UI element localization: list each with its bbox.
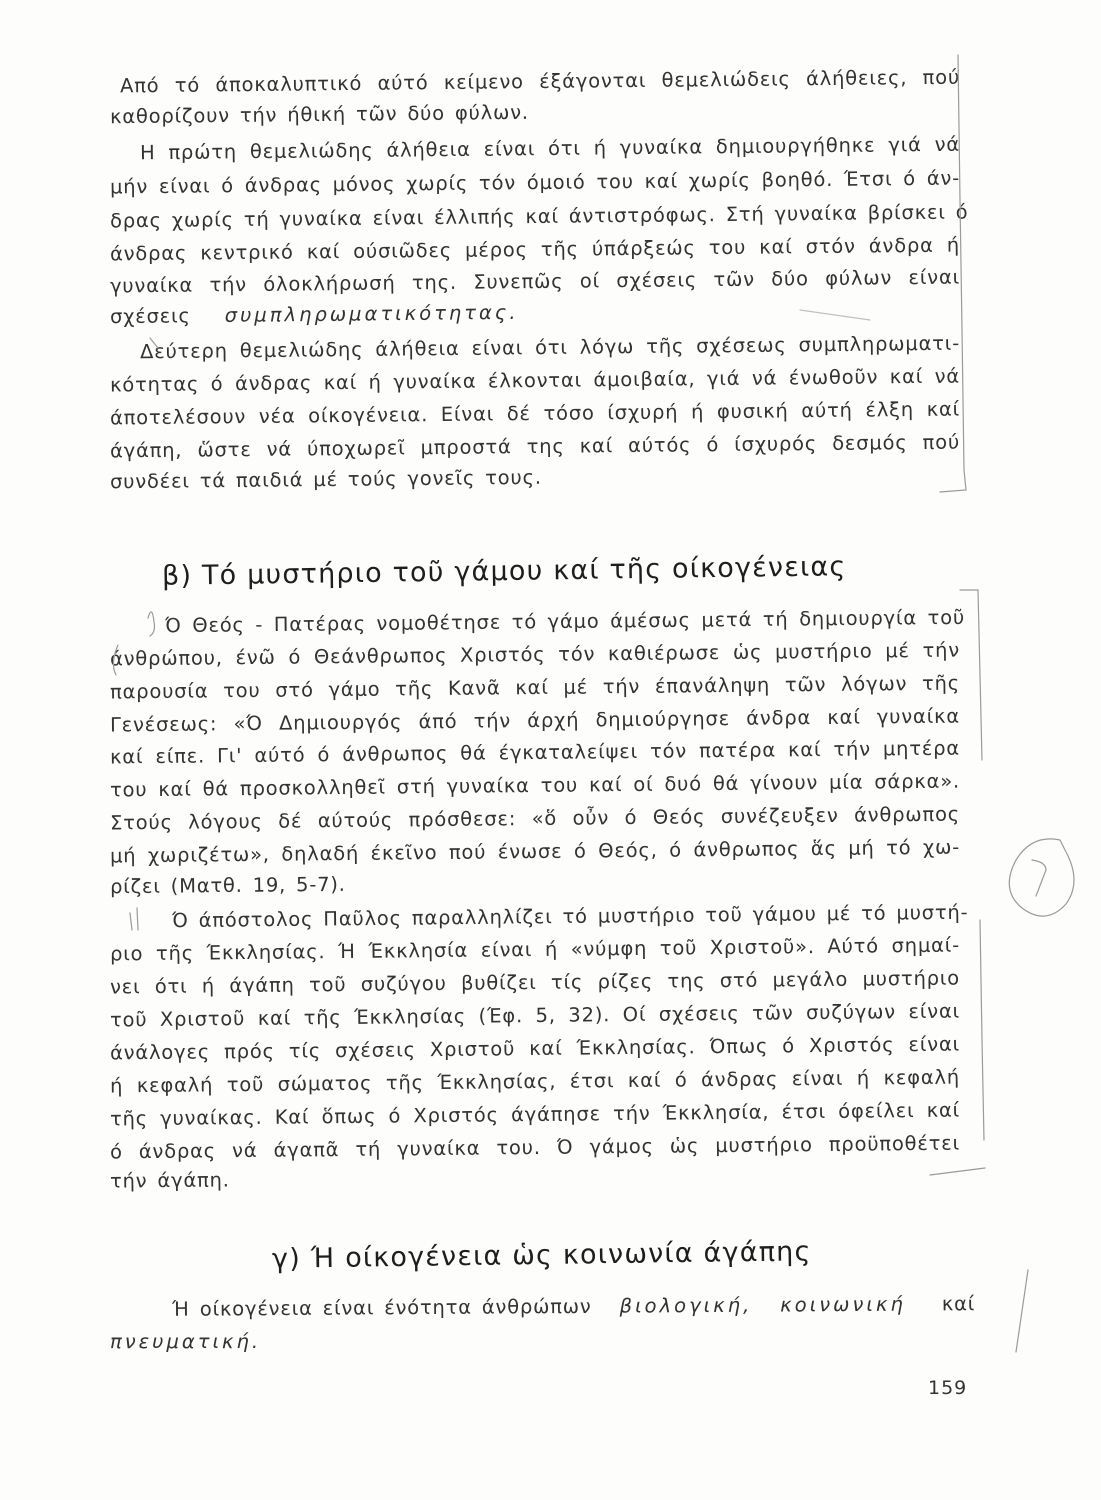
paragraph-line: νει ότι ή άγάπη τοῦ συζύγου βυθίζει τίς ρίζες της στό μεγάλο μυστήριο bbox=[109, 966, 961, 999]
pencil-underline bbox=[930, 1168, 985, 1175]
paragraph-line: τήν άγάπη. bbox=[109, 1168, 230, 1193]
paragraph-text: Ή οίκογένεια είναι ένότητα άνθρώπων bbox=[171, 1294, 592, 1321]
section-heading-c: γ) Ή οίκογένεια ὡς κοινωνία άγάπης bbox=[271, 1236, 812, 1275]
pencil-faint-line bbox=[800, 310, 870, 320]
paragraph-line: μή χωριζέτω», δηλαδή έκεῖνο πού ένωσε ό Θεός, ό άνθρωπος ἅς μή τό χω- bbox=[109, 835, 961, 868]
margin-bracket-lower bbox=[980, 920, 984, 1140]
paragraph-line: Από τό άποκαλυπτικό αύτό κείμενο έξάγονται θεμελιώδεις άλήθειες, πού bbox=[119, 65, 961, 98]
paragraph-line: τῆς γυναίκας. Καί ὅπως ό Χριστός άγάπησε τήν Έκκλησία, έτσι όφείλει καί bbox=[109, 1098, 961, 1131]
paragraph-line: γυναίκα τήν όλοκλήρωσή της. Συνεπῶς οί σχέσεις τῶν δύο φύλων είναι bbox=[109, 265, 961, 298]
section-heading-b: β) Τό μυστήριο τοῦ γάμου καί τῆς οίκογένειας bbox=[161, 551, 847, 592]
paragraph-line: Γενέσεως: «Ό Δημιουργός άπό τήν άρχή δημιούργησε άνδρα καί γυναίκα bbox=[109, 704, 961, 737]
paragraph-line: Η πρώτη θεμελιώδης άλήθεια είναι ότι ή γυναίκα δημιουργήθηκε γιά νά bbox=[139, 132, 961, 165]
paragraph-line: ό άνδρας νά άγαπᾶ τή γυναίκα του. Ό γάμος ὡς μυστήριο προϋποθέτει bbox=[109, 1131, 961, 1164]
paragraph-line: Ό Θεός - Πατέρας νομοθέτησε τό γάμο άμέσως μετά τή δημιουργία τοῦ bbox=[164, 605, 966, 638]
paragraph-line: ή κεφαλή τοῦ σώματος τῆς Έκκλησίας, έτσι καί ό άνδρας είναι ή κεφαλή bbox=[109, 1065, 961, 1098]
emphasis-word: κοινωνική bbox=[780, 1292, 906, 1317]
margin-bracket-top-end bbox=[940, 470, 966, 492]
paragraph-line: παρουσία του στό γάμο τῆς Κανᾶ καί μέ τήν έπανάληψη τῶν λόγων τῆς bbox=[109, 671, 961, 704]
paragraph-line: άνάλογες πρός τίς σχέσεις Χριστοῦ καί Έκκλησίας. Όπως ό Χριστός είναι bbox=[109, 1032, 961, 1065]
paragraph-line: συνδέει τά παιδιά μέ τούς γονεῖς τους. bbox=[109, 465, 542, 494]
paragraph-line: ριο τῆς Έκκλησίας. Ή Έκκλησία είναι ή «νύμφη τοῦ Χριστοῦ». Αύτό σημαί- bbox=[109, 933, 961, 966]
paragraph-line bbox=[110, 301, 519, 328]
paragraph-line: καί είπε. Γι' αύτό ό άνθρωπος θά έγκαταλείψει τόν πατέρα καί τήν μητέρα bbox=[109, 736, 961, 769]
paragraph-text: σχέσεις bbox=[109, 304, 191, 329]
pencil-mark-alpha bbox=[148, 612, 155, 636]
paragraph-line: άνδρας κεντρικό καί ούσιῶδες μέρος τῆς ύπάρξεώς του καί στόν άνδρα ή bbox=[109, 233, 961, 266]
paragraph-line: τοῦ Χριστοῦ καί τῆς Έκκλησίας (Έφ. 5, 32). Οί σχέσεις τῶν συζύγων είναι bbox=[109, 999, 961, 1032]
paragraph-line bbox=[171, 1292, 976, 1321]
pencil-digit bbox=[1032, 860, 1046, 896]
paragraph-line: άνθρώπου, ένῶ ό Θεάνθρωπος Χριστός τόν καθιέρωσε ὡς μυστήριο μέ τήν bbox=[109, 638, 961, 671]
paragraph-line: μήν είναι ό άνδρας μόνος χωρίς τόν όμοιό του καί χωρίς βοηθό. Έτσι ό άν- bbox=[109, 166, 961, 199]
pencil-circle bbox=[1009, 839, 1074, 916]
pencil-slash bbox=[1016, 1270, 1028, 1352]
emphasis-word: βιολογική, bbox=[619, 1293, 753, 1318]
emphasis-word: συμπληρωματικότητας. bbox=[224, 300, 519, 327]
paragraph-line: Ό άπόστολος Παῦλος παραλληλίζει τό μυστήριο τοῦ γάμου μέ τό μυστή- bbox=[171, 900, 969, 933]
pencil-mark-beta bbox=[130, 908, 138, 930]
paragraph-line: κότητας ό άνδρας καί ή γυναίκα έλκονται άμοιβαία, γιά νά ένωθοῦν καί νά bbox=[109, 364, 961, 397]
paragraph-text: καί bbox=[941, 1292, 976, 1316]
paragraph-line: του καί θά προσκολληθεῖ στή γυναίκα του καί οί δυό θά γίνουν μία σάρκα». bbox=[109, 769, 961, 802]
page-number: 159 bbox=[928, 1377, 968, 1399]
paragraph-line: Δεύτερη θεμελιώδης άλήθεια είναι ότι λόγω τῆς σχέσεως συμπληρωματι- bbox=[139, 331, 961, 364]
emphasis-word: πνευματική. bbox=[110, 1330, 262, 1353]
paragraph-line: καθορίζουν τήν ήθική τῶν δύο φύλων. bbox=[109, 100, 529, 129]
paragraph-line: δρας χωρίς τή γυναίκα είναι έλλιπής καί άντιστρόφως. Στή γυναίκα βρίσκει ό bbox=[109, 200, 969, 233]
paragraph-line: άγάπη, ὥστε νά ύποχωρεῖ μπροστά της καί αύτός ό ίσχυρός δεσμός πού bbox=[109, 430, 961, 463]
paragraph-line: Στούς λόγους δέ αύτούς πρόσθεσε: «ὅ οὖν ό Θεός συνέζευξεν άνθρωπος bbox=[109, 802, 961, 835]
paragraph-line: ρίζει (Ματθ. 19, 5-7). bbox=[109, 872, 346, 899]
paragraph-line: άποτελέσουν νέα οίκογένεια. Είναι δέ τόσο ίσχυρή ή φυσική αύτή έλξη καί bbox=[109, 397, 961, 430]
